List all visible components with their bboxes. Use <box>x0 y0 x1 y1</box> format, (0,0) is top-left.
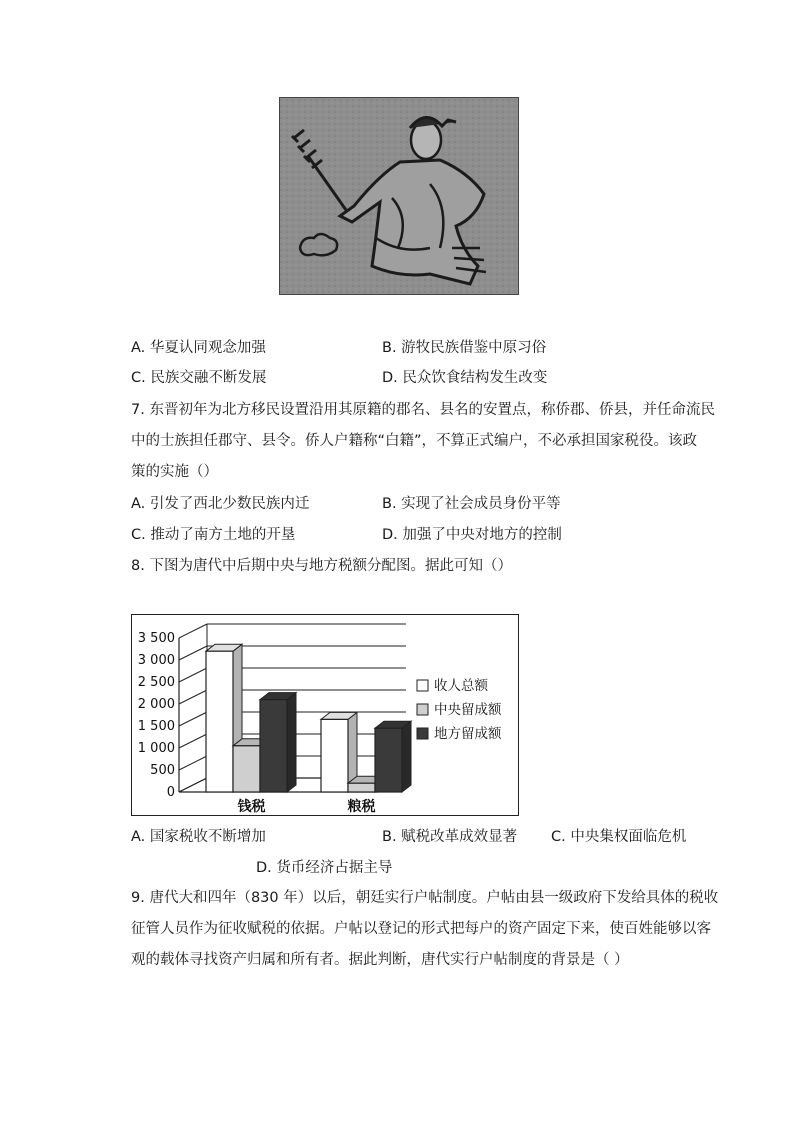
q7-stem-line3: 策的实施（） <box>131 464 218 480</box>
bar-side <box>402 721 411 792</box>
q7-option-b: B. 实现了社会成员身份平等 <box>382 496 561 512</box>
bar-front <box>233 746 260 792</box>
legend-label: 地方留成额 <box>434 726 502 742</box>
q6-option-a: A. 华夏认同观念加强 <box>131 340 266 356</box>
q7-stem-line1: 7. 东晋初年为北方移民设置沿用其原籍的郡名、县名的安置点，称侨郡、侨县，并任命流民 <box>131 402 715 418</box>
bar-side <box>287 693 296 792</box>
q9-stem-line3: 观的载体寻找资产归属和所有者。据此判断，唐代实行户帖制度的背景是（ ） <box>131 952 629 968</box>
x-category-label: 粮税 <box>347 799 376 815</box>
q7-stem-line2: 中的士族担任郡守、县令。侨人户籍称“白籍”，不算正式编户，不必承担国家税役。该政 <box>131 433 698 449</box>
bar-front <box>348 783 375 792</box>
bar-front <box>375 728 402 792</box>
bar-front <box>321 719 348 792</box>
tax-distribution-chart <box>131 614 519 816</box>
q7-option-c: C. 推动了南方土地的开垦 <box>131 527 296 543</box>
legend-label: 收人总额 <box>434 678 488 694</box>
grid-line-side <box>179 668 207 682</box>
bar-front <box>260 700 287 792</box>
q9-stem-line2: 征管人员作为征收赋税的依据。户帖以登记的形式把每户的资产固定下来，使百姓能够以客 <box>131 921 711 937</box>
y-tick-label: 2 500 <box>137 675 175 690</box>
bar-front <box>206 651 233 792</box>
q6-option-d: D. 民众饮食结构发生改变 <box>382 370 548 386</box>
y-tick-label: 3 000 <box>137 653 175 668</box>
figure-illustration <box>280 98 518 294</box>
q8-option-c: C. 中央集权面临危机 <box>551 829 687 845</box>
x-category-label: 钱税 <box>237 799 266 815</box>
y-tick-label: 500 <box>150 763 175 778</box>
legend-swatch <box>417 728 428 739</box>
y-tick-label: 1 000 <box>137 741 175 756</box>
q8-option-d: D. 货币经济占据主导 <box>256 860 393 876</box>
q8-option-b: B. 赋税改革成效显著 <box>382 829 518 845</box>
q6-option-c: C. 民族交融不断发展 <box>131 370 267 386</box>
legend-swatch <box>417 704 428 715</box>
q6-option-b: B. 游牧民族借鉴中原习俗 <box>382 340 547 356</box>
q7-option-a: A. 引发了西北少数民族内迁 <box>131 496 310 512</box>
q8-stem: 8. 下图为唐代中后期中央与地方税额分配图。据此可知（） <box>131 558 512 574</box>
q8-option-a: A. 国家税收不断增加 <box>131 829 266 845</box>
y-tick-label: 1 500 <box>137 719 175 734</box>
grid-line-side <box>179 690 207 704</box>
grid-line-side <box>179 624 207 638</box>
q9-stem-line1: 9. 唐代大和四年（830 年）以后，朝廷实行户帖制度。户帖由县一级政府下发给具体的税收 <box>131 890 719 906</box>
historical-figure-image <box>279 97 519 295</box>
grid-line-side <box>179 712 207 726</box>
y-tick-label: 0 <box>166 785 175 800</box>
legend-label: 中央留成额 <box>434 702 502 718</box>
bar <box>375 721 411 792</box>
y-tick-label: 3 500 <box>137 631 175 646</box>
y-tick-label: 2 000 <box>137 697 175 712</box>
grid-line-side <box>179 734 207 748</box>
legend-swatch <box>417 680 428 691</box>
grid-line-side <box>179 646 207 660</box>
bar <box>260 693 296 792</box>
q7-option-d: D. 加强了中央对地方的控制 <box>382 527 562 543</box>
grid-line-side <box>179 756 207 770</box>
